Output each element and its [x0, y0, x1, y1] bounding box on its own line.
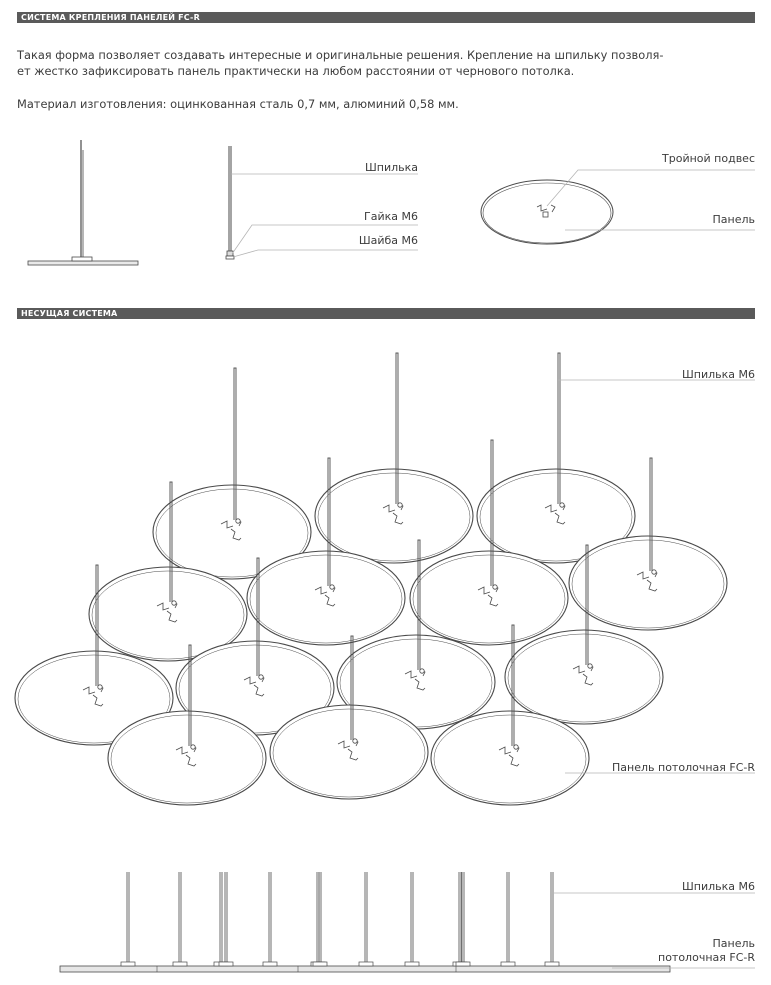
side-rod-4 — [219, 872, 233, 966]
label-ceiling-panel-side-2: потолочная FC-R — [658, 951, 755, 964]
side-rod-5 — [263, 872, 277, 966]
label-rod-m6: Шпилька М6 — [682, 368, 755, 381]
side-rod-8 — [359, 872, 373, 966]
side-rod-10 — [453, 872, 467, 966]
label-panel: Панель — [712, 213, 755, 226]
label-rod-m6-side: Шпилька М6 — [682, 880, 755, 893]
side-elevation — [60, 872, 670, 972]
side-rod-1 — [121, 872, 135, 966]
section-title: СИСТЕМА КРЕПЛЕНИЯ ПАНЕЛЕЙ FC-R — [21, 13, 200, 22]
material-text: Материал изготовления: оцинкованная сталь 0,7 мм, алюминий 0,58 мм. — [17, 97, 459, 111]
ceiling-panel-3 — [477, 353, 635, 563]
label-rod: Шпилька — [364, 161, 418, 174]
side-rod-6 — [311, 872, 325, 966]
label-ceiling-panel-side-1: Панель — [712, 937, 755, 950]
side-rod-11 — [456, 872, 470, 966]
ceiling-panel-1 — [153, 368, 311, 579]
side-rod-13 — [545, 872, 559, 966]
description-line-2: ет жестко зафиксировать панель практически на любом расстоянии от чернового потолка. — [17, 64, 575, 78]
label-nut: Гайка М6 — [364, 210, 418, 223]
side-rod-12 — [501, 872, 515, 966]
side-rod-2 — [173, 872, 187, 966]
side-rod-3 — [214, 872, 228, 966]
side-rod-7 — [313, 872, 327, 966]
label-washer: Шайба М6 — [358, 234, 418, 247]
ceiling-panel-2 — [315, 353, 473, 563]
label-triple-hanger: Тройной подвес — [662, 152, 755, 165]
section-title: НЕСУЩАЯ СИСТЕМА — [21, 309, 118, 318]
side-rod-9 — [405, 872, 419, 966]
description-line-1: Такая форма позволяет создавать интересные и оригинальные решения. Крепление на шпильку позволя- — [17, 48, 664, 62]
label-ceiling-panel: Панель потолочная FC-R — [612, 761, 755, 774]
